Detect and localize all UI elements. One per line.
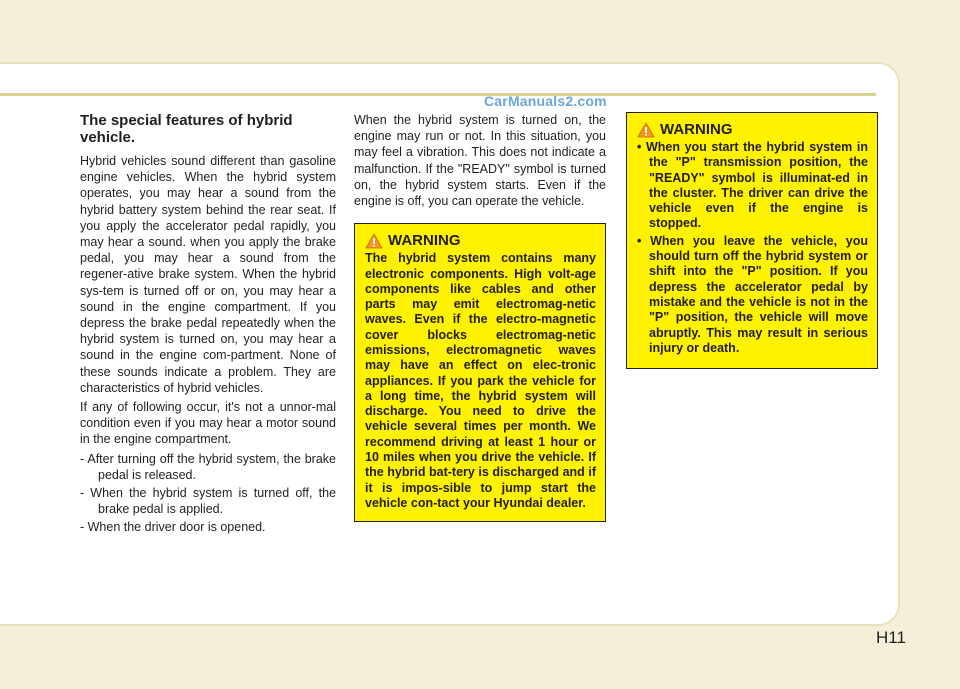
warning-title: WARNING bbox=[388, 232, 461, 250]
column-3 bbox=[626, 112, 878, 369]
list-item: • When you leave the vehicle, you should turn off the hybrid system or shift into the "P" position. If you depress the accelerator pedal by mistake and the vehicle is not in the "P" position, the vehicle will move abruptly. This may result in serious injury or death. bbox=[637, 233, 868, 355]
warning-box-ready bbox=[626, 112, 878, 369]
list-item: - When the driver door is opened. bbox=[80, 520, 266, 535]
column-2 bbox=[354, 112, 606, 522]
column-1 bbox=[80, 112, 336, 538]
list-item: - After turning off the hybrid system, the brake pedal is released. bbox=[80, 451, 336, 482]
warning-triangle-icon bbox=[637, 122, 655, 138]
watermark[interactable]: CarManuals2.com bbox=[484, 93, 607, 109]
header-rule bbox=[0, 93, 876, 96]
warning-header bbox=[365, 232, 596, 249]
section-heading: The special features of hybrid vehicle. bbox=[80, 112, 293, 146]
conditions-paragraph: If any of following occur, it's not a unnor-mal condition even if you may hear a motor sound in the engine compartment. bbox=[80, 400, 336, 447]
list-item: • When you start the hybrid system in the "P" transmission position, the "READY" symbol is illuminat-ed in the cluster. The driver can drive the vehicle even if the engine is stopped. bbox=[637, 140, 868, 231]
warning-header bbox=[637, 121, 868, 138]
intro-paragraph: Hybrid vehicles sound different than gasoline engine vehicles. When the hybrid system operates, you may hear a sound from the hybrid battery system behind the rear seat. If you apply the accelerator pedal rapidly, you may hear a sound. when you apply the brake pedal, you may hear a sound from the regener-ative brake system. When the hybrid sys-tem is turned off or on, you may hear a sound in the engine compartment. If you depress the brake pedal repeatedly when the hybrid system is turned on, you may hear a sound in the engine com-partment. None of these sounds indicate a problem. They are characteristics of hybrid vehicles. bbox=[80, 154, 336, 395]
warning-list bbox=[637, 140, 868, 356]
ready-paragraph: When the hybrid system is turned on, the engine may run or not. In this situation, you may feel a vibration. This does not indicate a malfunction. If the "READY" symbol is turned on, the hybrid system starts. Even if the engine is off, you can operate the vehicle. bbox=[354, 113, 606, 209]
warning-triangle-icon bbox=[365, 233, 383, 249]
conditions-list bbox=[80, 451, 336, 536]
warning-text: The hybrid system contains many electronic components. High volt-age components like cables and other parts may emit electromag-netic waves. Even if the electro-magnetic cover blocks electromag-netic emissions, electromagnetic waves may have an effect on elec-tronic appliances. If you park the vehicle for a long time, the hybrid system will discharge. You need to drive the vehicle several times per month. We recommend driving at least 1 hour or 10 miles when you drive the vehicle. If the hybrid bat-tery is discharged and if it is impos-sible to jump start the vehicle con-tact your Hyundai dealer. bbox=[365, 251, 596, 510]
warning-box-electronics bbox=[354, 223, 606, 522]
list-item: - When the hybrid system is turned off, the brake pedal is applied. bbox=[80, 486, 336, 517]
page-number: H11 bbox=[876, 628, 906, 647]
warning-title: WARNING bbox=[660, 121, 733, 138]
